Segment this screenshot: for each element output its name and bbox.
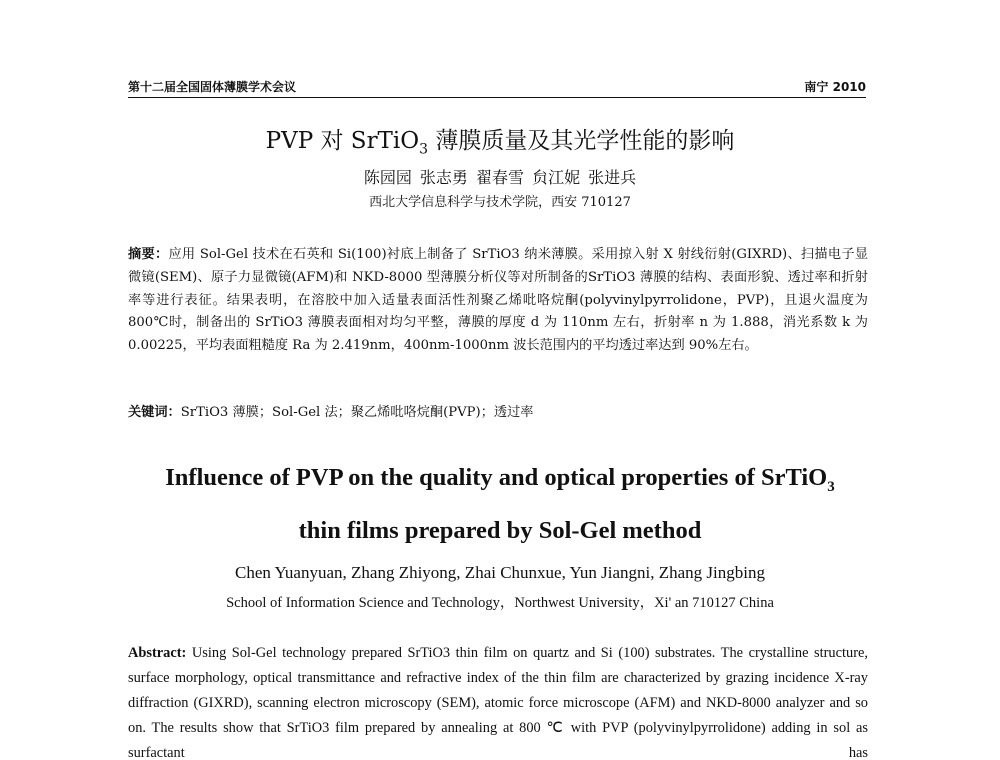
chinese-title-main: PVP 对 SrTiO (265, 128, 420, 154)
chinese-title-rest: 薄膜质量及其光学性能的影响 (428, 128, 735, 154)
english-authors: Chen Yuanyuan, Zhang Zhiyong, Zhai Chunxue, Yun Jiangni, Zhang Jingbing (235, 563, 765, 582)
venue-year: 南宁 2010 (804, 80, 866, 94)
english-title-subscript: 3 (827, 478, 835, 495)
conference-name: 第十二届全国固体薄膜学术会议 (128, 80, 297, 94)
chinese-title (0, 122, 1000, 158)
chinese-keywords-label: 关键词： (128, 405, 181, 420)
chinese-keywords (128, 403, 868, 423)
english-title-line-2: thin films prepared by Sol-Gel method (298, 517, 702, 544)
english-abstract-text: Using Sol-Gel technology prepared SrTiO3 thin film on quartz and Si (100) substrates. The crystalline structure, surface morphology, optical transmittance and refractive index of the thin film are characterized by grazing incidence X-ray diffraction (GIXRD), scanning electron microscopy (SEM), atomic force microscope (AFM) and NKD-8000 analyzer and so on. The results show that SrTiO3 film prepared by annealing at 800 ℃ with PVP (polyvinylpyrrolidone) adding in sol as surfactant has (128, 645, 868, 760)
chinese-keywords-text: SrTiO3 薄膜；Sol-Gel 法；聚乙烯吡咯烷酮(PVP)；透过率 (180, 405, 534, 420)
english-abstract-label: Abstract: (128, 645, 187, 661)
chinese-abstract (128, 244, 868, 358)
english-abstract (128, 641, 868, 760)
chinese-affiliation: 西北大学信息科学与技术学院，西安 710127 (369, 195, 631, 210)
english-affiliation: School of Information Science and Technology，Northwest University，Xi' an 710127 China (226, 595, 774, 611)
running-header (128, 74, 866, 98)
english-title-line-1 (0, 464, 1000, 496)
chinese-abstract-label: 摘要： (128, 247, 169, 262)
chinese-abstract-text: 应用 Sol-Gel 技术在石英和 Si(100)衬底上制备了 SrTiO3 纳米薄膜。采用掠入射 X 射线衍射(GIXRD)、扫描电子显微镜(SEM)、原子力显微镜(AFM)和 NKD-8000 型薄膜分析仪等对所制备的SrTiO3 薄膜的结构、表面形貌、透过率和折射率等进行表征。结果表明，在溶胶中加入适量表面活性剂聚乙烯吡咯烷酮(polyvinylpyrrolidone，PVP)，且退火温度为 800℃时，制备出的 SrTiO3 薄膜表面相对均匀平整，薄膜的厚度 d 为 110nm 左右，折射率 n 为 1.888，消光系数 k 为 0.00225，平均表面粗糙度 Ra 为 2.419nm，400nm-1000nm 波长范围内的平均透过率达到 90%左右。 (128, 247, 869, 354)
chinese-authors: 陈园园 张志勇 翟春雪 贠江妮 张进兵 (363, 168, 637, 187)
english-title-main: Influence of PVP on the quality and optical properties of SrTiO (165, 464, 828, 491)
chinese-title-subscript: 3 (419, 141, 429, 158)
